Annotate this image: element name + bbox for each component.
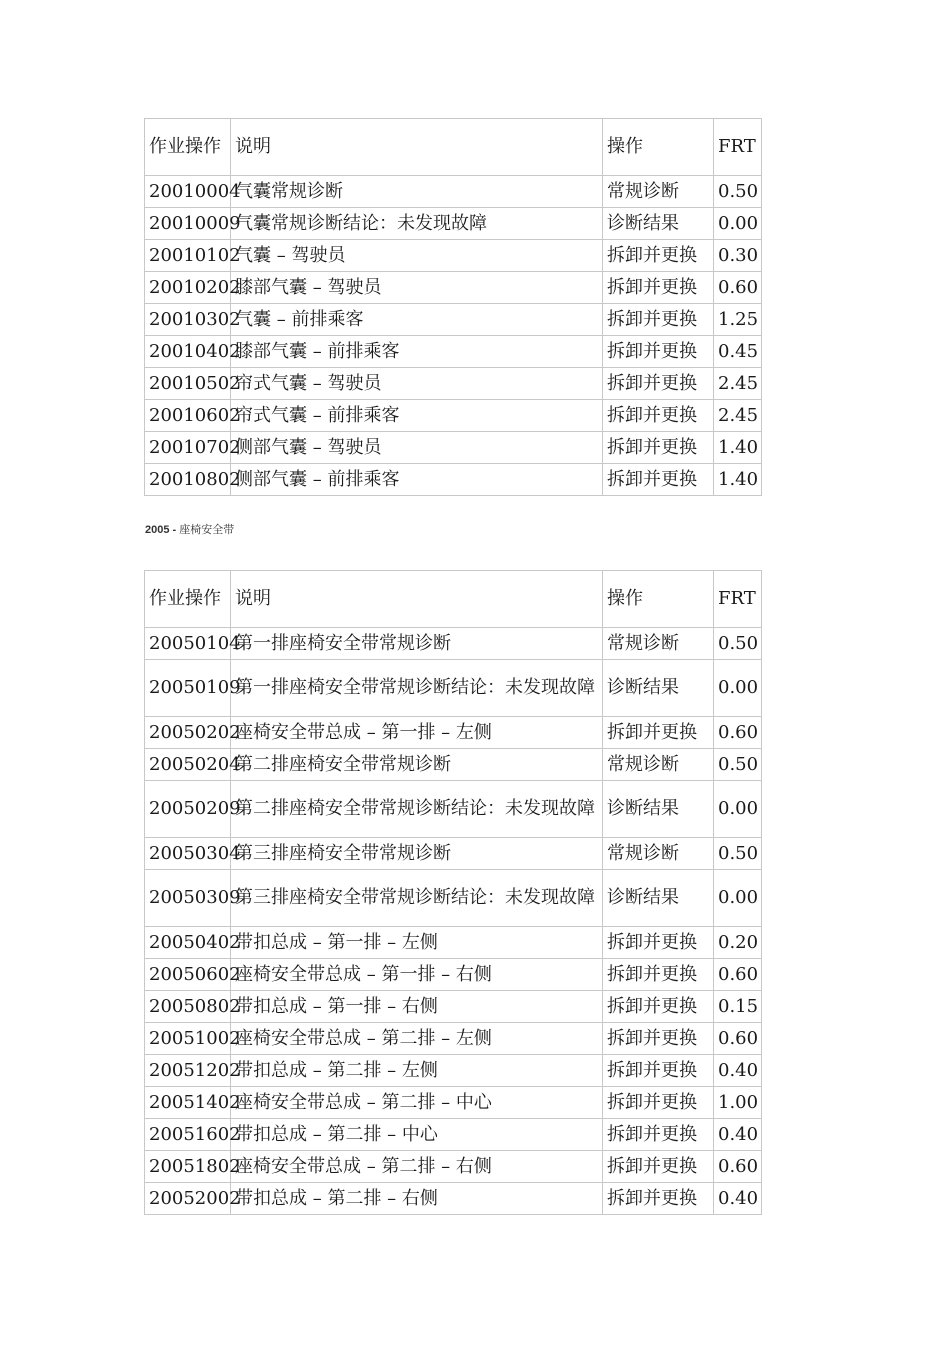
cell-description: 气囊 – 前排乘客 — [231, 304, 603, 336]
table-row — [145, 717, 762, 749]
cell-operation: 拆卸并更换 — [603, 464, 714, 496]
cell-code: 20050109 — [145, 660, 231, 717]
header-operation: 操作 — [603, 571, 714, 628]
cell-frt: 0.20 — [714, 927, 762, 959]
header-code: 作业操作 — [145, 119, 231, 176]
cell-operation: 拆卸并更换 — [603, 1183, 714, 1215]
table-row — [145, 1183, 762, 1215]
table-row — [145, 660, 762, 717]
cell-description: 座椅安全带总成 – 第二排 – 中心 — [231, 1087, 603, 1119]
cell-frt: 0.50 — [714, 749, 762, 781]
cell-description: 带扣总成 – 第二排 – 左侧 — [231, 1055, 603, 1087]
table-row — [145, 1087, 762, 1119]
cell-description: 气囊 – 驾驶员 — [231, 240, 603, 272]
table-row — [145, 272, 762, 304]
cell-operation: 拆卸并更换 — [603, 717, 714, 749]
section-heading — [145, 521, 234, 537]
table-row — [145, 176, 762, 208]
cell-operation: 拆卸并更换 — [603, 272, 714, 304]
table-row — [145, 400, 762, 432]
cell-code: 20010602 — [145, 400, 231, 432]
cell-frt: 0.50 — [714, 838, 762, 870]
cell-description: 膝部气囊 – 前排乘客 — [231, 336, 603, 368]
cell-operation: 常规诊断 — [603, 838, 714, 870]
cell-description: 第一排座椅安全带常规诊断 — [231, 628, 603, 660]
cell-description: 第二排座椅安全带常规诊断 — [231, 749, 603, 781]
cell-description: 侧部气囊 – 前排乘客 — [231, 464, 603, 496]
table-row — [145, 870, 762, 927]
table-row — [145, 1151, 762, 1183]
header-description: 说明 — [231, 119, 603, 176]
cell-description: 带扣总成 – 第一排 – 左侧 — [231, 927, 603, 959]
table-row — [145, 781, 762, 838]
table-row — [145, 628, 762, 660]
cell-code: 20050402 — [145, 927, 231, 959]
cell-frt: 0.45 — [714, 336, 762, 368]
section-code: 2005 - — [145, 524, 177, 536]
cell-code: 20051802 — [145, 1151, 231, 1183]
cell-code: 20010009 — [145, 208, 231, 240]
table-row — [145, 959, 762, 991]
cell-operation: 拆卸并更换 — [603, 368, 714, 400]
cell-operation: 拆卸并更换 — [603, 304, 714, 336]
table-row — [145, 208, 762, 240]
cell-frt: 2.45 — [714, 400, 762, 432]
cell-operation: 诊断结果 — [603, 208, 714, 240]
cell-description: 第一排座椅安全带常规诊断结论：未发现故障 — [231, 660, 603, 717]
cell-operation: 拆卸并更换 — [603, 400, 714, 432]
cell-frt: 0.50 — [714, 628, 762, 660]
cell-description: 带扣总成 – 第二排 – 右侧 — [231, 1183, 603, 1215]
cell-operation: 拆卸并更换 — [603, 1151, 714, 1183]
cell-code: 20010702 — [145, 432, 231, 464]
cell-operation: 拆卸并更换 — [603, 1119, 714, 1151]
cell-description: 第二排座椅安全带常规诊断结论：未发现故障 — [231, 781, 603, 838]
table-row — [145, 1119, 762, 1151]
cell-frt: 1.25 — [714, 304, 762, 336]
cell-code: 20050309 — [145, 870, 231, 927]
cell-frt: 1.40 — [714, 464, 762, 496]
table-row — [145, 336, 762, 368]
table-row — [145, 838, 762, 870]
cell-frt: 0.50 — [714, 176, 762, 208]
cell-code: 20050304 — [145, 838, 231, 870]
seatbelt-labor-table — [144, 570, 762, 1215]
cell-description: 气囊常规诊断 — [231, 176, 603, 208]
cell-frt: 0.60 — [714, 1023, 762, 1055]
cell-description: 气囊常规诊断结论：未发现故障 — [231, 208, 603, 240]
cell-code: 20010102 — [145, 240, 231, 272]
cell-operation: 拆卸并更换 — [603, 432, 714, 464]
header-frt: FRT — [714, 571, 762, 628]
cell-frt: 0.15 — [714, 991, 762, 1023]
cell-code: 20050202 — [145, 717, 231, 749]
table-body — [145, 176, 762, 496]
cell-operation: 拆卸并更换 — [603, 1055, 714, 1087]
cell-code: 20051002 — [145, 1023, 231, 1055]
cell-code: 20010004 — [145, 176, 231, 208]
header-code: 作业操作 — [145, 571, 231, 628]
cell-frt: 0.60 — [714, 1151, 762, 1183]
cell-code: 20010202 — [145, 272, 231, 304]
table-row — [145, 749, 762, 781]
cell-frt: 2.45 — [714, 368, 762, 400]
cell-operation: 常规诊断 — [603, 628, 714, 660]
cell-frt: 0.30 — [714, 240, 762, 272]
cell-description: 第三排座椅安全带常规诊断结论：未发现故障 — [231, 870, 603, 927]
section-name: 座椅安全带 — [179, 524, 235, 536]
cell-frt: 1.40 — [714, 432, 762, 464]
cell-code: 20050204 — [145, 749, 231, 781]
table-header-row — [145, 571, 762, 628]
cell-description: 带扣总成 – 第一排 – 右侧 — [231, 991, 603, 1023]
cell-operation: 常规诊断 — [603, 749, 714, 781]
cell-frt: 0.40 — [714, 1119, 762, 1151]
cell-frt: 0.60 — [714, 959, 762, 991]
cell-operation: 拆卸并更换 — [603, 240, 714, 272]
table-row — [145, 464, 762, 496]
header-frt: FRT — [714, 119, 762, 176]
cell-frt: 0.60 — [714, 272, 762, 304]
cell-code: 20052002 — [145, 1183, 231, 1215]
cell-code: 20050802 — [145, 991, 231, 1023]
cell-description: 座椅安全带总成 – 第一排 – 右侧 — [231, 959, 603, 991]
table-row — [145, 368, 762, 400]
cell-code: 20050209 — [145, 781, 231, 838]
cell-code: 20050104 — [145, 628, 231, 660]
header-operation: 操作 — [603, 119, 714, 176]
cell-description: 帘式气囊 – 前排乘客 — [231, 400, 603, 432]
cell-frt: 0.00 — [714, 660, 762, 717]
cell-operation: 拆卸并更换 — [603, 336, 714, 368]
table-body — [145, 628, 762, 1215]
cell-frt: 0.00 — [714, 781, 762, 838]
table-row — [145, 991, 762, 1023]
cell-code: 20010402 — [145, 336, 231, 368]
cell-description: 第三排座椅安全带常规诊断 — [231, 838, 603, 870]
cell-frt: 0.40 — [714, 1183, 762, 1215]
cell-description: 膝部气囊 – 驾驶员 — [231, 272, 603, 304]
cell-frt: 0.00 — [714, 870, 762, 927]
cell-operation: 常规诊断 — [603, 176, 714, 208]
table-header-row — [145, 119, 762, 176]
cell-frt: 0.00 — [714, 208, 762, 240]
cell-operation: 诊断结果 — [603, 660, 714, 717]
cell-operation: 拆卸并更换 — [603, 959, 714, 991]
cell-operation: 诊断结果 — [603, 870, 714, 927]
table-row — [145, 304, 762, 336]
cell-description: 带扣总成 – 第二排 – 中心 — [231, 1119, 603, 1151]
table-row — [145, 1055, 762, 1087]
table-row — [145, 240, 762, 272]
cell-frt: 0.40 — [714, 1055, 762, 1087]
cell-description: 座椅安全带总成 – 第二排 – 右侧 — [231, 1151, 603, 1183]
cell-operation: 拆卸并更换 — [603, 991, 714, 1023]
table-row — [145, 432, 762, 464]
airbag-labor-table — [144, 118, 762, 496]
table-row — [145, 1023, 762, 1055]
cell-code: 20010802 — [145, 464, 231, 496]
cell-code: 20050602 — [145, 959, 231, 991]
cell-description: 侧部气囊 – 驾驶员 — [231, 432, 603, 464]
cell-operation: 诊断结果 — [603, 781, 714, 838]
cell-operation: 拆卸并更换 — [603, 1087, 714, 1119]
cell-description: 座椅安全带总成 – 第二排 – 左侧 — [231, 1023, 603, 1055]
cell-code: 20051602 — [145, 1119, 231, 1151]
cell-code: 20010302 — [145, 304, 231, 336]
cell-code: 20010502 — [145, 368, 231, 400]
cell-frt: 0.60 — [714, 717, 762, 749]
cell-code: 20051402 — [145, 1087, 231, 1119]
cell-code: 20051202 — [145, 1055, 231, 1087]
cell-description: 帘式气囊 – 驾驶员 — [231, 368, 603, 400]
header-description: 说明 — [231, 571, 603, 628]
cell-operation: 拆卸并更换 — [603, 927, 714, 959]
cell-operation: 拆卸并更换 — [603, 1023, 714, 1055]
cell-description: 座椅安全带总成 – 第一排 – 左侧 — [231, 717, 603, 749]
table-row — [145, 927, 762, 959]
cell-frt: 1.00 — [714, 1087, 762, 1119]
